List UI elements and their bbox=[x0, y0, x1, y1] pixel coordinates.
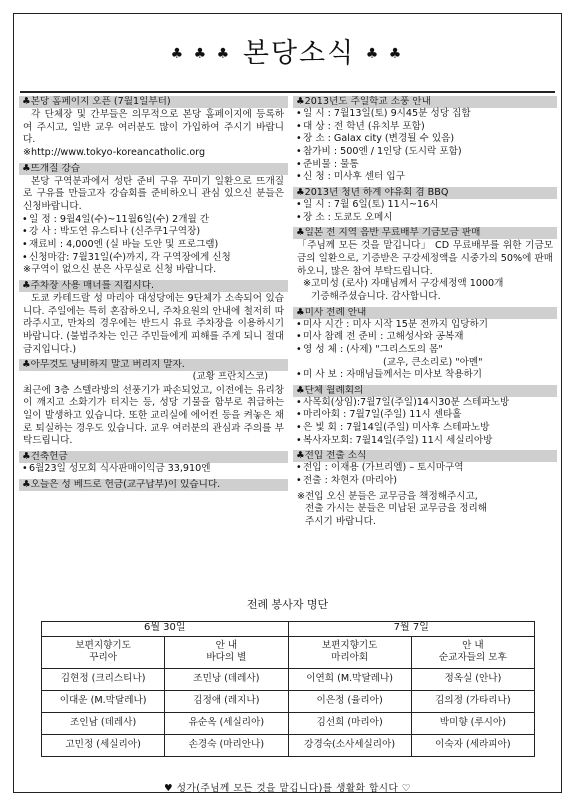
section-body: 도쿄 카테드랄 성 마리아 대성당에는 9단체가 소속되어 있습니다. 주일에는 특히 혼잡하오니, 주차요원의 안내에 철저히 따라주시고, 만차의 경우에는 반드시 유료 주차장을 이용하시기 바랍니다. (불법주차는 인근 주민들에게 피해를 주게 되니 절대 금지입니다.) bbox=[23, 292, 284, 355]
list-item: • 일 시 : 7월13일(토) 9시45분 성당 집합 bbox=[293, 108, 557, 121]
server-name: 박미향 (루시아) bbox=[411, 712, 534, 734]
list-item: • 사목회(상임):7월7일(주일)14시30분 스테파노방 bbox=[293, 397, 557, 410]
list-item: • 신청마감: 7월31일(수)까지, 각 구역장에게 신청 bbox=[19, 252, 288, 265]
page-title bbox=[14, 36, 561, 72]
section-youth-bbq bbox=[293, 187, 557, 224]
section-header: ♣2013년도 주일학교 소풍 안내 bbox=[293, 96, 557, 108]
section-cd-fundraising bbox=[293, 227, 557, 303]
server-name: 김현정 (크리스티나) bbox=[42, 668, 165, 690]
list-item: • 6월23일 성모회 식사판매이익금 33,910엔 bbox=[19, 463, 288, 476]
group-row bbox=[42, 636, 535, 668]
title-text: 본당소식 bbox=[242, 38, 356, 69]
section-body: 각 단체장 및 간부들은 의무적으로 본당 홈페이지에 등록하여 주시고, 일반 교우 여러분도 많이 가입하여 주시기 바랍니다. bbox=[23, 109, 284, 146]
section-header: ♣단체 월례회의 bbox=[293, 385, 557, 397]
table-row bbox=[42, 690, 535, 712]
section-header: ♣2013년 청년 하계 야유회 겸 BBQ bbox=[293, 187, 557, 199]
group-label: 바다의 별 bbox=[206, 652, 247, 664]
date-cell: 7월 7일 bbox=[288, 621, 535, 636]
list-item: • 복사자모회: 7월14일(주일) 11시 세실리아방 bbox=[293, 435, 557, 448]
section-monthly-meetings bbox=[293, 385, 557, 448]
table-row bbox=[42, 734, 535, 756]
footer-motto: ♥ 성가(주님께 모든 것을 맡깁니다)를 생활화 합시다 ♡ bbox=[164, 783, 411, 794]
list-item: • 미사 참례 전 준비 : 고해성사와 공복재 bbox=[293, 331, 557, 344]
server-name: 정옥실 (안나) bbox=[411, 668, 534, 690]
server-name: 김의정 (가타리나) bbox=[411, 690, 534, 712]
homepage-url: ※http://www.tokyo-koreancatholic.org bbox=[23, 146, 206, 158]
date-row bbox=[42, 621, 535, 636]
group-cell bbox=[288, 636, 411, 668]
server-name: 김정애 (레지나) bbox=[165, 690, 288, 712]
bulletin-page bbox=[13, 13, 562, 793]
table-row bbox=[42, 668, 535, 690]
server-name: 고민정 (세실리아) bbox=[42, 734, 165, 756]
section-mass-guide bbox=[293, 307, 557, 382]
section-note: 주시기 바랍니다. bbox=[305, 516, 376, 528]
section-note: 전출 가시는 분들은 미납된 교무금을 정리해 bbox=[305, 503, 488, 515]
section-note: ※구역이 없으신 분은 사무실로 신청 바랍니다. bbox=[23, 264, 217, 276]
right-column bbox=[293, 96, 557, 532]
server-name: 유순옥 (세실리아) bbox=[165, 712, 288, 734]
list-item: • 준비물 : 물통 bbox=[293, 159, 557, 172]
communion-reply: (교우, 큰소리로) "아멘" bbox=[383, 356, 483, 368]
list-item: • 영 성 체 : (사제) "그리스도의 몸" bbox=[293, 344, 557, 357]
section-transfers bbox=[293, 450, 557, 528]
title-rule bbox=[20, 91, 555, 93]
list-item: • 미 사 보 : 자매님들께서는 미사보 착용하기 bbox=[293, 369, 557, 382]
section-header: ♣건축헌금 bbox=[19, 451, 288, 463]
server-name: 강경숙(소사세실리아) bbox=[288, 734, 411, 756]
section-sunday-school-picnic bbox=[293, 96, 557, 184]
section-body: 최근에 3층 스텔라방의 선풍기가 파손되었고, 이전에는 유리창이 깨지고 소화기가 터지는 등, 성당 기물을 함부로 취급하는 일이 발생하고 있습니다. 또한 교리실에 에어컨 등을 켜놓은 채로 퇴실하는 경우도 있습니다. 교우 여러분의 관심과 주의를 부탁드립니다. bbox=[23, 384, 284, 447]
role-label: 안 내 bbox=[462, 640, 484, 652]
section-note: ※전입 오신 분들은 교무금을 책정해주시고, bbox=[297, 490, 478, 502]
group-cell bbox=[411, 636, 534, 668]
list-item: • 장 소 : 도쿄도 오메시 bbox=[293, 212, 557, 225]
section-note: 기증해주셨습니다. 감사합니다. bbox=[311, 290, 441, 302]
role-label: 보편지향기도 bbox=[75, 640, 131, 652]
list-item: • 전입 : 이재용 (가브리엘) – 토시마구역 bbox=[293, 462, 557, 475]
section-body: 본당 구역분과에서 성탄 준비 구유 꾸미기 일환으로 뜨개질로 구유를 만들고자 강습회를 준비하오니 관심 있으신 분들은 신청바랍니다. bbox=[23, 175, 284, 212]
server-name: 조인남 (데레사) bbox=[42, 712, 165, 734]
section-header: ♣뜨개질 강습 bbox=[19, 163, 288, 175]
list-item: • 은 빛 회 : 7월14일(주일) 미사후 스테파노방 bbox=[293, 422, 557, 435]
left-column bbox=[19, 96, 288, 494]
role-label: 안 내 bbox=[215, 640, 238, 652]
date-cell: 6월 30일 bbox=[42, 621, 289, 636]
section-no-waste bbox=[19, 359, 288, 448]
section-homepage bbox=[19, 96, 288, 160]
list-item: • 마리아회 : 7월7일(주일) 11시 센타홀 bbox=[293, 409, 557, 422]
section-knitting bbox=[19, 163, 288, 277]
server-name: 이연희 (M.막달레나) bbox=[288, 668, 411, 690]
server-name: 이대운 (M.막달레나) bbox=[42, 690, 165, 712]
servers-table bbox=[41, 621, 535, 757]
role-label: 보편지향기도 bbox=[321, 640, 378, 652]
server-name: 조민낭 (데레사) bbox=[165, 668, 288, 690]
server-name: 이은정 (율리아) bbox=[288, 690, 411, 712]
section-header: ♣주차장 사용 매너를 지킵시다. bbox=[19, 280, 288, 292]
list-item: • 일 정 : 9월4일(수)~11월6일(수) 2개월 간 bbox=[19, 214, 288, 227]
section-note: ※고미성 (로사) 자매님께서 구강세정액 1000개 bbox=[303, 278, 504, 290]
list-item: • 전출 : 차현자 (마리아) bbox=[293, 475, 557, 488]
section-header: ♣미사 전례 안내 bbox=[293, 307, 557, 319]
section-parking bbox=[19, 280, 288, 356]
section-header: ♣전입 전출 소식 bbox=[293, 450, 557, 462]
server-name: 손경숙 (마리안나) bbox=[165, 734, 288, 756]
table-row bbox=[42, 712, 535, 734]
section-building-fund bbox=[19, 451, 288, 476]
group-cell bbox=[165, 636, 288, 668]
list-item: • 재료비 : 4,000엔 (실 바늘 도안 및 프로그램) bbox=[19, 239, 288, 252]
servers-title: 전례 봉사자 명단 bbox=[246, 598, 329, 611]
list-item: • 장 소 : Galax city (변경될 수 있음) bbox=[293, 133, 557, 146]
group-cell bbox=[42, 636, 165, 668]
clubs-ornament-right: ♣ ♣ bbox=[365, 46, 405, 62]
clubs-ornament-left: ♣ ♣ ♣ bbox=[170, 46, 233, 62]
list-item: • 신 청 : 미사후 센터 입구 bbox=[293, 171, 557, 184]
section-header: ♣아무것도 낭비하지 말고 버리지 말자. bbox=[19, 359, 288, 371]
list-item: • 강 사 : 박도연 유스티나 (신주쿠1구역장) bbox=[19, 226, 288, 239]
section-header: ♣일본 전 지역 음반 무료배부 기금모금 판매 bbox=[293, 227, 557, 239]
section-body: 「주님께 모든 것을 맡깁니다」 CD 무료배부를 위한 기금모금의 일환으로, 기증받은 구강세정액을 시중가의 50%에 판매하오니, 많은 참여 부탁드립니다. bbox=[297, 240, 553, 277]
section-peter-offering bbox=[19, 479, 288, 491]
list-item: • 미사 시간 : 미사 시작 15분 전까지 입당하기 bbox=[293, 319, 557, 332]
quote-reference: (교황 프란치스코) bbox=[192, 371, 268, 383]
group-label: 순교자들의 모후 bbox=[438, 652, 507, 664]
liturgy-servers-section bbox=[14, 598, 561, 757]
group-label: 마리아회 bbox=[331, 652, 369, 664]
server-name: 이숙자 (세라피아) bbox=[411, 734, 534, 756]
list-item: • 참가비 : 500엔 / 1인당 (도시락 포함) bbox=[293, 146, 557, 159]
list-item: • 일 시 : 7월 6일(토) 11시~16시 bbox=[293, 199, 557, 212]
section-header: ♣오늘은 성 베드로 헌금(교구납부)이 있습니다. bbox=[19, 479, 288, 491]
server-name: 김선희 (마리아) bbox=[288, 712, 411, 734]
list-item: • 대 상 : 전 학년 (유치부 포함) bbox=[293, 121, 557, 134]
section-header: ♣본당 홈페이지 오픈 (7월1일부터) bbox=[19, 96, 288, 108]
group-label: 꾸리아 bbox=[89, 652, 118, 664]
